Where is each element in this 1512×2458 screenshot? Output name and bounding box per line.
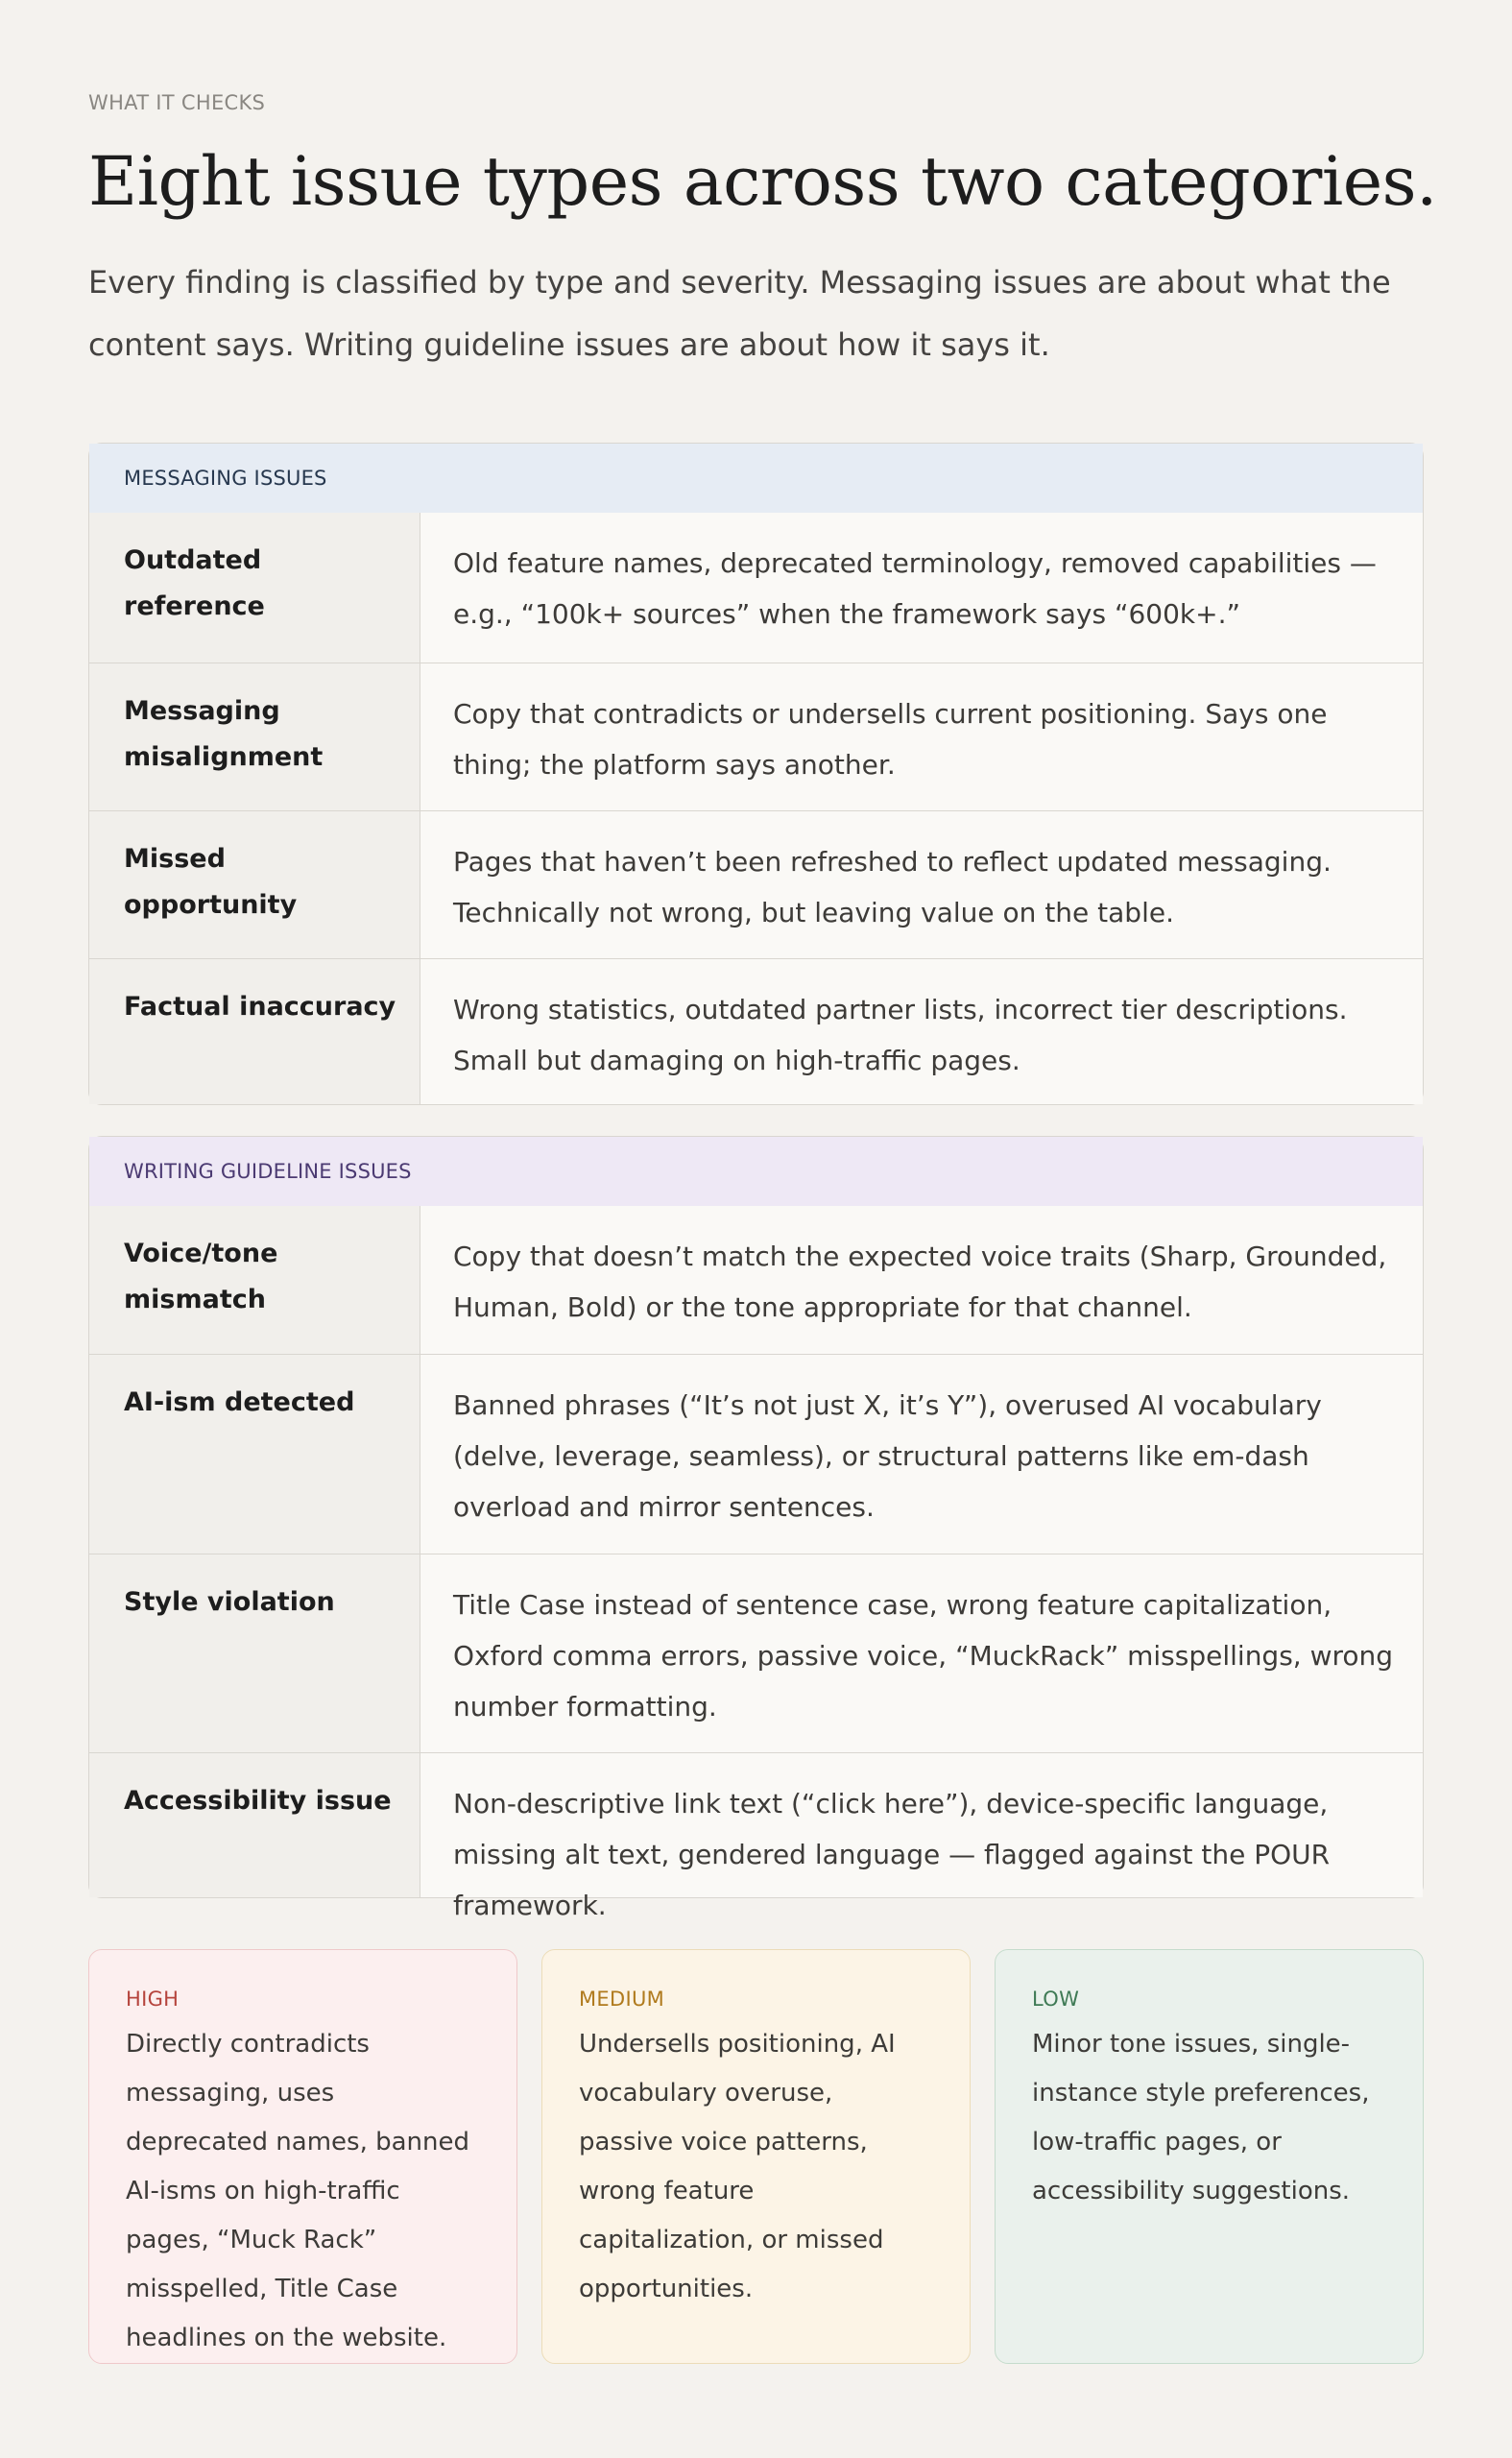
issue-type-label: AI-ism detected — [89, 1355, 420, 1554]
table-row — [89, 513, 1423, 663]
severity-label-low: LOW — [1032, 1988, 1080, 2011]
issue-type-label: Voice/tone mismatch — [89, 1206, 420, 1354]
issue-type-label: Messaging misalignment — [89, 663, 420, 810]
table-row — [89, 1354, 1423, 1554]
issue-type-description: Pages that haven’t been refreshed to reflect updated messaging. Technically not wrong, but leaving value on the table. — [420, 811, 1423, 958]
issue-type-label: Accessibility issue — [89, 1753, 420, 1897]
severity-label-medium: MEDIUM — [579, 1988, 665, 2011]
table-row — [89, 1752, 1423, 1921]
issue-type-description: Copy that doesn’t match the expected voice traits (Sharp, Grounded, Human, Bold) or the tone appropriate for that channel. — [420, 1206, 1423, 1354]
intro-paragraph: Every finding is classified by type and severity. Messaging issues are about what the content says. Writing guideline issues are about how it says it. — [88, 264, 1391, 363]
severity-card-medium — [541, 1949, 971, 2364]
severity-description-high: Directly contradicts messaging, uses deprecated names, banned AI-isms on high-traffic pages, “Muck Rack” misspelled, Title Case headlines on the website. — [126, 2030, 470, 2352]
table-row — [89, 663, 1423, 810]
severity-cards — [88, 1949, 1424, 2364]
severity-card-high — [88, 1949, 517, 2364]
messaging-issues-table — [88, 443, 1424, 1105]
table-row — [89, 958, 1423, 1104]
issue-type-description: Banned phrases (“It’s not just X, it’s Y”), overused AI vocabulary (delve, leverage, seamless), or structural patterns like em-dash overload and mirror sentences. — [420, 1355, 1423, 1554]
issue-type-label: Missed opportunity — [89, 811, 420, 958]
issue-type-description: Copy that contradicts or undersells current positioning. Says one thing; the platform says another. — [420, 663, 1423, 810]
severity-description-low: Minor tone issues, single-instance style preferences, low-traffic pages, or accessibility suggestions. — [1032, 2030, 1370, 2205]
messaging-issues-header: MESSAGING ISSUES — [89, 444, 1423, 513]
page-title: Eight issue types across two categories. — [88, 142, 1437, 221]
table-row — [89, 810, 1423, 958]
severity-card-low — [995, 1949, 1424, 2364]
issue-type-description: Non-descriptive link text (“click here”), device-specific language, missing alt text, gendered language — flagged against the POUR framework. — [420, 1753, 1423, 1897]
issue-type-label: Factual inaccuracy — [89, 959, 420, 1104]
issue-type-description: Wrong statistics, outdated partner lists, incorrect tier descriptions. Small but damaging on high-traffic pages. — [420, 959, 1423, 1104]
issue-type-label: Outdated reference — [89, 513, 420, 663]
writing-guideline-issues-header: WRITING GUIDELINE ISSUES — [89, 1137, 1423, 1206]
table-row — [89, 1206, 1423, 1354]
severity-description-medium: Undersells positioning, AI vocabulary overuse, passive voice patterns, wrong feature capitalization, or missed opportunities. — [579, 2030, 896, 2303]
issue-type-description: Old feature names, deprecated terminology, removed capabilities — e.g., “100k+ sources” when the framework says “600k+.” — [420, 513, 1423, 663]
issue-type-description: Title Case instead of sentence case, wrong feature capitalization, Oxford comma errors, passive voice, “MuckRack” misspellings, wrong number formatting. — [420, 1554, 1423, 1752]
severity-label-high: HIGH — [126, 1988, 180, 2011]
writing-guideline-issues-table — [88, 1136, 1424, 1921]
section-eyebrow: WHAT IT CHECKS — [88, 91, 266, 114]
issue-type-label: Style violation — [89, 1554, 420, 1752]
table-row — [89, 1554, 1423, 1752]
